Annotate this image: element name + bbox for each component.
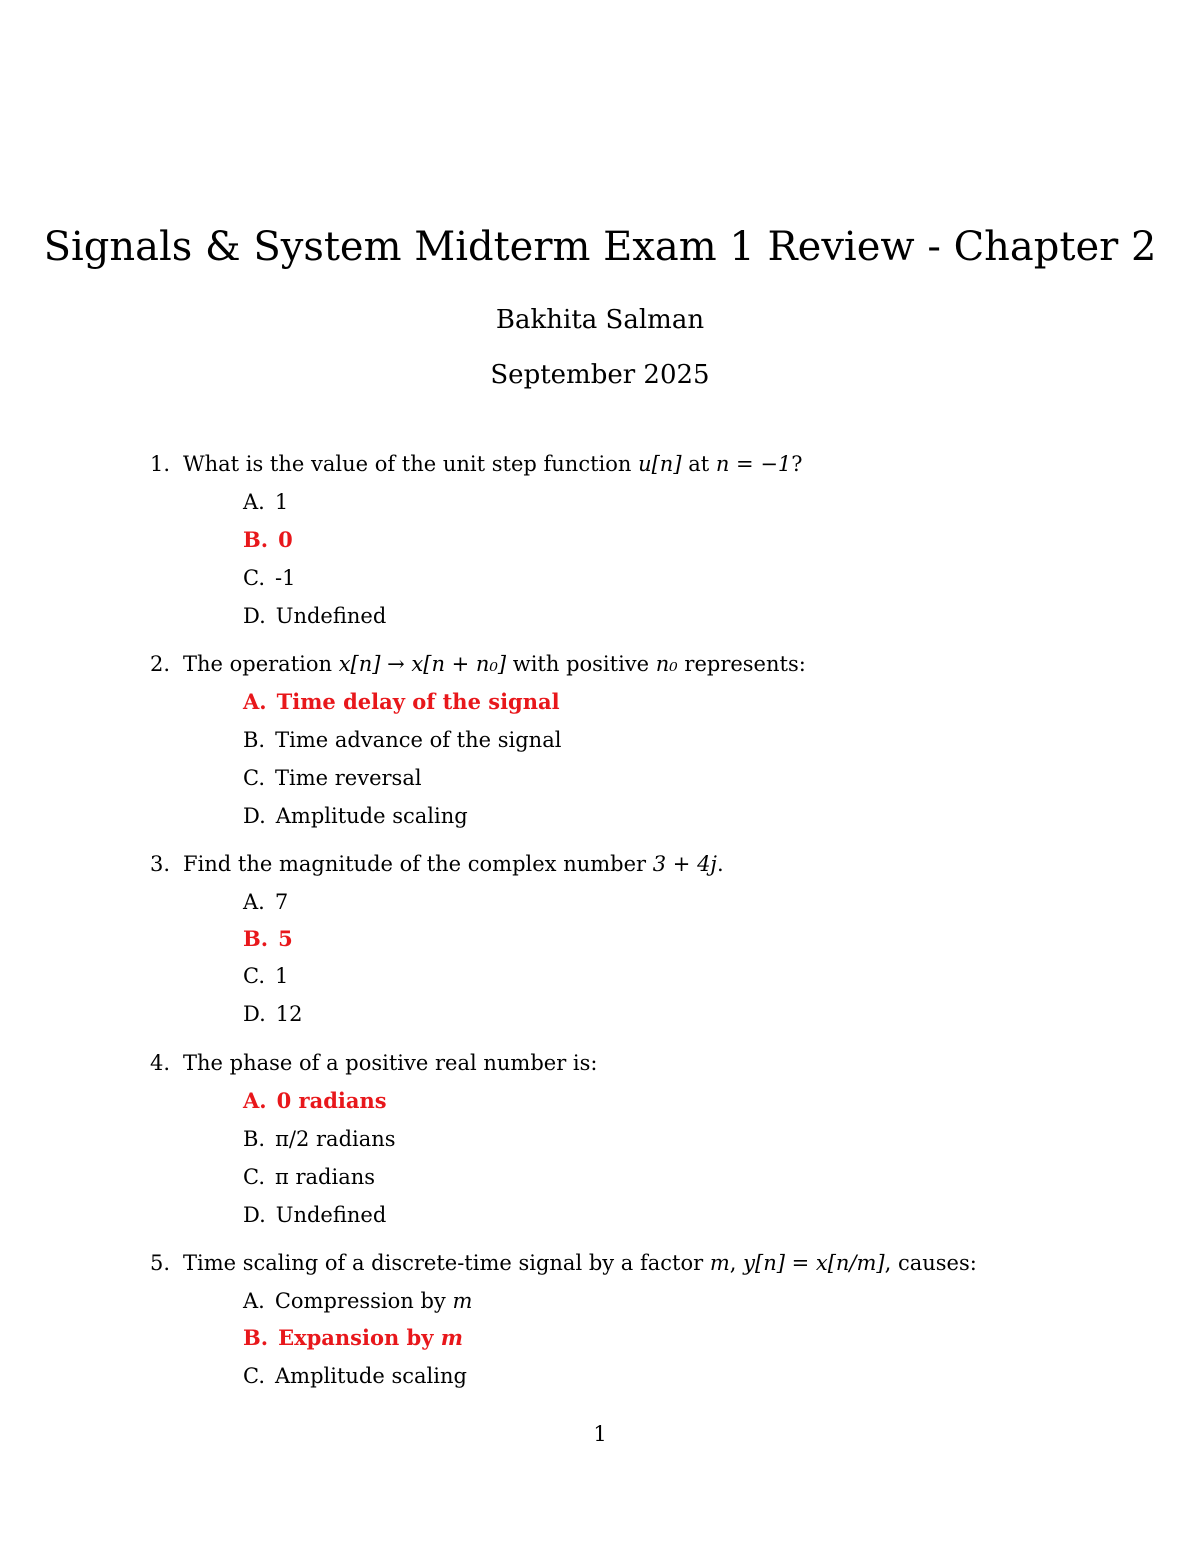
question-2 [150, 650, 806, 678]
option-c [243, 1362, 467, 1390]
option-a [243, 1287, 472, 1315]
option-text: Compression by [274, 1289, 453, 1313]
option-label: D. [243, 1002, 266, 1026]
question-number: 3. [150, 852, 171, 876]
option-label: B. [243, 1127, 266, 1151]
option-text: Expansion by [278, 1325, 441, 1350]
option-text: 7 [274, 890, 289, 914]
question-number: 5. [150, 1251, 171, 1275]
option-c [243, 564, 295, 592]
author-name: Bakhita Salman [495, 305, 705, 335]
option-d [243, 1000, 303, 1028]
option-label: C. [243, 766, 265, 790]
option-label: A. [243, 490, 265, 514]
question-4 [150, 1049, 597, 1077]
math-expression: n₀ [655, 652, 678, 676]
question-text: , [729, 1251, 744, 1275]
option-d [243, 802, 468, 830]
option-text: Time advance of the signal [275, 728, 562, 752]
question-text: The operation [183, 652, 339, 676]
question-5 [150, 1249, 977, 1277]
page-number: 1 [593, 1422, 607, 1446]
option-b [243, 726, 561, 754]
option-label: D. [243, 1203, 266, 1227]
option-text: Undefined [275, 1203, 387, 1227]
math-expression: m [452, 1289, 473, 1313]
option-label: C. [243, 1165, 265, 1189]
option-c [243, 764, 422, 792]
option-text: 1 [274, 490, 289, 514]
option-d [243, 1201, 386, 1229]
option-label: B. [243, 527, 269, 552]
question-text: with positive [506, 652, 656, 676]
option-label: C. [243, 566, 265, 590]
option-label: C. [243, 964, 265, 988]
question-text: Time scaling of a discrete-time signal by a factor [183, 1251, 710, 1275]
option-text: π radians [275, 1165, 376, 1189]
question-text: ? [791, 452, 803, 476]
option-text: Amplitude scaling [275, 804, 468, 828]
question-text: The phase of a positive real number is: [183, 1051, 598, 1075]
option-text: Time reversal [275, 766, 422, 790]
option-label: B. [243, 926, 269, 951]
question-1 [150, 450, 803, 478]
option-a-correct [243, 688, 560, 716]
question-number: 2. [150, 652, 171, 676]
option-label: C. [243, 1364, 265, 1388]
option-text: 0 radians [276, 1088, 387, 1113]
math-expression: u[n] [638, 452, 682, 476]
option-a [243, 488, 288, 516]
option-text: Undefined [275, 604, 387, 628]
question-number: 4. [150, 1051, 171, 1075]
option-label: A. [243, 689, 267, 714]
option-text: 1 [275, 964, 289, 988]
option-text: Time delay of the signal [276, 689, 560, 714]
option-b [243, 1125, 396, 1153]
math-expression: m [440, 1325, 463, 1350]
math-expression: n = −1 [715, 452, 792, 476]
option-label: D. [243, 804, 266, 828]
question-text: What is the value of the unit step function [183, 452, 639, 476]
math-expression: m [709, 1251, 730, 1275]
option-text: Amplitude scaling [275, 1364, 467, 1388]
document-date: September 2025 [490, 360, 710, 390]
option-text: -1 [275, 566, 296, 590]
option-text: 5 [278, 926, 293, 951]
question-text: . [716, 852, 724, 876]
option-b-correct [243, 1324, 463, 1352]
option-b-correct [243, 925, 293, 953]
question-number: 1. [150, 452, 171, 476]
question-text: represents: [677, 652, 806, 676]
option-label: A. [243, 890, 265, 914]
option-text: π/2 radians [275, 1127, 396, 1151]
option-label: A. [243, 1289, 265, 1313]
question-3 [150, 850, 724, 878]
math-expression: x[n] → x[n + n₀] [338, 652, 507, 676]
question-text: , causes: [884, 1251, 977, 1275]
option-label: B. [243, 1325, 269, 1350]
math-expression: y[n] = x[n/m] [743, 1251, 885, 1275]
option-label: B. [243, 728, 266, 752]
option-c [243, 962, 288, 990]
option-c [243, 1163, 375, 1191]
math-expression: 3 + 4j [652, 852, 717, 876]
option-d [243, 602, 386, 630]
option-label: D. [243, 604, 266, 628]
question-text: Find the magnitude of the complex number [183, 852, 653, 876]
option-b-correct [243, 526, 293, 554]
option-a-correct [243, 1087, 387, 1115]
document-title: Signals & System Midterm Exam 1 Review - Chapter 2 [43, 224, 1157, 270]
option-text: 0 [278, 527, 293, 552]
question-text: at [681, 452, 716, 476]
option-label: A. [243, 1088, 267, 1113]
option-a [243, 888, 288, 916]
option-text: 12 [275, 1002, 303, 1026]
